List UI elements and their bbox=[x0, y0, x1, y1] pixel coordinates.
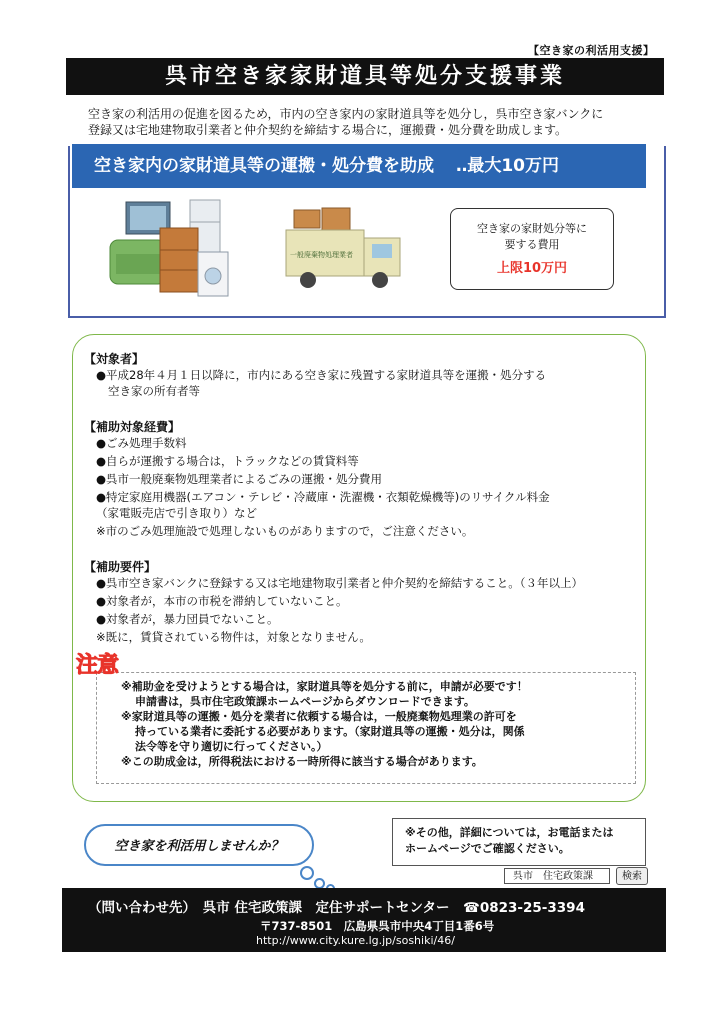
expense-item: ●自らが運搬する場合は，トラックなどの賃貸料等 bbox=[96, 454, 359, 468]
requirement-note: ※既に，賃貸されている物件は，対象となりません。 bbox=[96, 630, 371, 644]
cloud-callout: 空き家を利活用しませんか？ bbox=[84, 824, 314, 866]
other-info-line-2: ホームページでご確認ください。 bbox=[405, 842, 570, 855]
address-line: 〒737-8501 広島県呉市中央4丁目1番6号 bbox=[260, 919, 495, 933]
expense-item: ●ごみ処理手数料 bbox=[96, 436, 187, 450]
eligible-line-2: 空き家の所有者等 bbox=[108, 384, 200, 398]
cost-box-line-1: 空き家の家財処分等に bbox=[477, 222, 587, 235]
notice-label: 注意 bbox=[76, 653, 119, 678]
subsidy-max-amount: ‥最大10万円 bbox=[456, 156, 559, 176]
expense-item: ●特定家庭用機器(エアコン・テレビ・冷蔵庫・洗濯機・衣類乾燥機等)のリサイクル料金 bbox=[96, 490, 550, 504]
dresser-icon bbox=[160, 228, 198, 292]
requirements-title: 【補助要件】 bbox=[84, 560, 157, 574]
requirement-item: ●呉市空き家バンクに登録する又は宅地建物取引業者と仲介契約を締結すること。（３年以上） bbox=[96, 576, 584, 590]
intro-line-2: 登録又は宅地建物取引業者と仲介契約を締結する場合に，運搬費・処分費を助成します。 bbox=[88, 123, 568, 137]
requirement-item: ●対象者が，暴力団員でないこと。 bbox=[96, 612, 279, 626]
eligible-title: 【対象者】 bbox=[84, 352, 145, 366]
other-info-line-1: ※その他，詳細については，お電話または bbox=[405, 826, 614, 839]
contact-line: （問い合わせ先） 呉市 住宅政策課 定住サポートセンター ☎0823-25-3394 bbox=[88, 900, 585, 916]
cost-box bbox=[450, 208, 614, 290]
search-input[interactable]: 呉市 住宅政策課 bbox=[504, 868, 610, 884]
notice-box bbox=[96, 672, 636, 784]
cost-box-max: 上限10万円 bbox=[496, 261, 568, 276]
notice-line: ※家財道具等の運搬・処分を業者に依頼する場合は，一般廃棄物処理業の許可を bbox=[121, 710, 517, 723]
notice-line: ※補助金を受けようとする場合は，家財道具等を処分する前に，申請が必要です！ bbox=[121, 680, 528, 693]
page-title: 呉市空き家家財道具等処分支援事業 bbox=[66, 58, 664, 95]
eligible-line-1: ●平成28年４月１日以降に，市内にある空き家に残置する家財道具等を運搬・処分する bbox=[96, 368, 547, 382]
category-tag: 【空き家の利活用支援】 bbox=[528, 44, 655, 57]
expense-item: ●呉市一般廃棄物処理業者によるごみの運搬・処分費用 bbox=[96, 472, 383, 486]
notice-line: 申請書は，呉市住宅政策課ホームページからダウンロードできます。 bbox=[135, 695, 475, 708]
truck-label: 一般廃棄物処理業者 bbox=[290, 251, 353, 259]
search-button[interactable]: 検索 bbox=[616, 867, 648, 885]
cloud-bubble bbox=[300, 866, 314, 880]
cost-box-line-2: 要する費用 bbox=[504, 238, 560, 251]
notice-line: 法令等を守り適切に行ってください。） bbox=[135, 740, 328, 753]
expense-note: ※市のごみ処理施設で処理しないものがありますので，ご注意ください。 bbox=[96, 524, 474, 538]
other-info-box bbox=[392, 818, 646, 866]
truck-illustration bbox=[280, 204, 416, 296]
notice-line: 持っている業者に委託する必要があります。（家財道具等の運搬・処分は，関係 bbox=[135, 725, 525, 738]
intro-line-1: 空き家の利活用の促進を図るため，市内の空き家内の家財道具等を処分し，呉市空き家バンクに bbox=[88, 107, 604, 121]
subsidy-banner bbox=[72, 144, 646, 188]
furniture-illustration bbox=[104, 198, 240, 302]
requirement-item: ●対象者が，本市の市税を滞納していないこと。 bbox=[96, 594, 348, 608]
notice-line: ※この助成金は，所得税法における一時所得に該当する場合があります。 bbox=[121, 755, 483, 768]
subsidy-banner-text: 空き家内の家財道具等の運搬・処分費を助成 bbox=[94, 156, 434, 176]
intro-text bbox=[88, 106, 658, 138]
expenses-title: 【補助対象経費】 bbox=[84, 420, 181, 434]
expense-item: （家電販売店で引き取り）など bbox=[96, 506, 257, 520]
contact-footer bbox=[62, 888, 666, 952]
website-url[interactable]: http://www.city.kure.lg.jp/soshiki/46/ bbox=[256, 934, 455, 947]
